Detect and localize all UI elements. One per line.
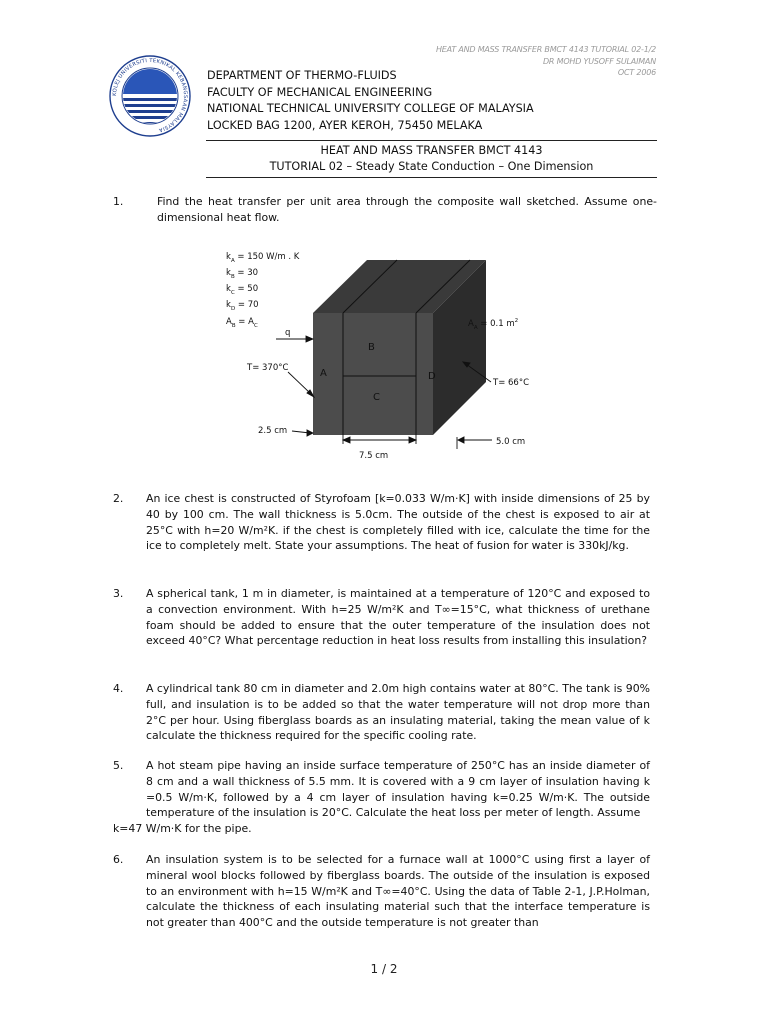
svg-text:AB = AC: $A_B = A_C$ bbox=[226, 317, 258, 329]
question-text-6: An insulation system is to be selected for a furnace wall at 1000°C using first a layer of mineral wool blocks followed by fiberglass boards. The outside of the insulation is exposed to an environment with h=15 W/m²K and T∞=40°C. Using the data of Table 2-1, J.P.Holman, calculate the thickness of each insulating material such that the interface temperature is not greater than 400°C and the outside temperature is not greater than bbox=[146, 853, 650, 930]
header-meta-line1: HEAT AND MASS TRANSFER BMCT 4143 TUTORIAL 02-1/2 bbox=[435, 45, 656, 54]
page-number: 1 / 2 bbox=[370, 962, 398, 976]
seal-ring-text: KOLEJ UNIVERSITI TEKNIKAL KEBANGSAAN MALAYSIA bbox=[111, 57, 189, 133]
section-label-d: D bbox=[428, 371, 436, 382]
block-front-face bbox=[313, 313, 433, 435]
composite-wall-figure bbox=[220, 244, 560, 464]
department-block bbox=[207, 68, 534, 134]
course-subtitle: TUTORIAL 02 – Steady State Conduction – One Dimension bbox=[269, 160, 594, 173]
right-temperature-label: T= 66°C bbox=[493, 378, 530, 388]
dept-line4: LOCKED BAG 1200, AYER KEROH, 75450 MELAKA bbox=[207, 118, 483, 132]
divider-top bbox=[206, 140, 657, 141]
svg-text:AA = 0.1 m2: $A_A = 0.1$ $m^2$ bbox=[468, 318, 519, 331]
k-c-value: = 50 bbox=[234, 284, 259, 294]
svg-text:kA = 150 W/m . K: $k_A = 150$ W/m . K bbox=[226, 252, 300, 264]
question-text-5-tail: k=47 W/m·K for the pipe. bbox=[113, 822, 252, 835]
dept-line1: DEPARTMENT OF THERMO-FLUIDS bbox=[207, 69, 397, 82]
question-text-4: A cylindrical tank 80 cm in diameter and 2.0m high contains water at 80°C. The tank is 90% full, and insulation is to be added so that the water temperature will not drop more than 2°C per hour. Using fiberglass boards as an insulating material, taking the mean value of k calculate the thickness required for the specific cooling rate. bbox=[146, 682, 650, 743]
svg-text:kB = 30: $k_B = 30$ bbox=[226, 268, 259, 280]
question-text-1: Find the heat transfer per unit area through the composite wall sketched. Assume one-dimensional heat flow. bbox=[157, 195, 657, 224]
question-number-5: 5. bbox=[113, 759, 124, 772]
left-temperature-label: T= 370°C bbox=[247, 363, 289, 373]
k-b-value: = 30 bbox=[234, 268, 259, 278]
question-number-3: 3. bbox=[113, 587, 124, 600]
dept-line2: FACULTY OF MECHANICAL ENGINEERING bbox=[207, 85, 433, 99]
dept-line3: NATIONAL TECHNICAL UNIVERSITY COLLEGE OF MALAYSIA bbox=[207, 102, 534, 115]
k-a-symbol: k bbox=[226, 252, 231, 262]
area-label: A bbox=[468, 319, 474, 329]
k-a-value: = 150 W/m . K bbox=[234, 252, 300, 262]
svg-text:kC = 50: $k_C = 50$ bbox=[226, 284, 259, 296]
section-label-a: A bbox=[320, 368, 327, 379]
dim-middle-label: 7.5 cm bbox=[359, 451, 389, 461]
question-text-3: A spherical tank, 1 m in diameter, is maintained at a temperature of 120°C and exposed to a convection environment. With h=25 W/m²K and T∞=15°C, what thickness of urethane foam should be added to ensure that the outer temperature of the insulation does not exceed 40°C? What percentage reduction in heat loss results from installing this insulation? bbox=[146, 587, 650, 648]
dim-right-label: 5.0 cm bbox=[496, 437, 526, 447]
dim-left-label: 2.5 cm bbox=[258, 426, 288, 436]
section-label-b: B bbox=[368, 342, 375, 353]
divider-bottom bbox=[206, 177, 657, 178]
question-number-2: 2. bbox=[113, 492, 124, 505]
university-seal-logo bbox=[108, 54, 192, 138]
question-text-2: An ice chest is constructed of Styrofoam [k=0.033 W/m·K] with inside dimensions of 25 by 40 by 100 cm. The wall thickness is 5.0cm. The outside of the chest is exposed to air at 25°C with h=20 W/m²K. if the chest is completely filled with ice, calculate the time for the ice to completely melt. State your assumptions. The heat of fusion for water is 330kJ/kg. bbox=[146, 492, 650, 553]
question-text-5: A hot steam pipe having an inside surface temperature of 250°C has an inside diameter of 8 cm and a wall thickness of 5.5 mm. It is covered with a 9 cm layer of insulation having k =0.5 W/m·K, followed by a 4 cm layer of insulation having k=0.25 W/m·K. The outside temperature of the insulation is 20°C. Calculate the heat loss per meter of length. Assume bbox=[146, 759, 650, 820]
section-label-c: C bbox=[373, 392, 380, 403]
course-title: HEAT AND MASS TRANSFER BMCT 4143 bbox=[320, 144, 543, 157]
svg-text:kD = 70: $k_D = 70$ bbox=[226, 300, 259, 312]
header-meta-line2: DR MOHD YUSOFF SULAIMAN bbox=[542, 56, 656, 66]
header-meta-line3: OCT 2006 bbox=[617, 68, 656, 77]
question-number-1: 1. bbox=[113, 195, 124, 208]
k-d-value: = 70 bbox=[235, 300, 259, 310]
area-value: = 0.1 m bbox=[477, 319, 515, 329]
question-number-4: 4. bbox=[113, 682, 124, 695]
heat-flow-label: q bbox=[285, 328, 291, 338]
course-heading bbox=[206, 143, 657, 175]
question-number-6: 6. bbox=[113, 853, 124, 866]
